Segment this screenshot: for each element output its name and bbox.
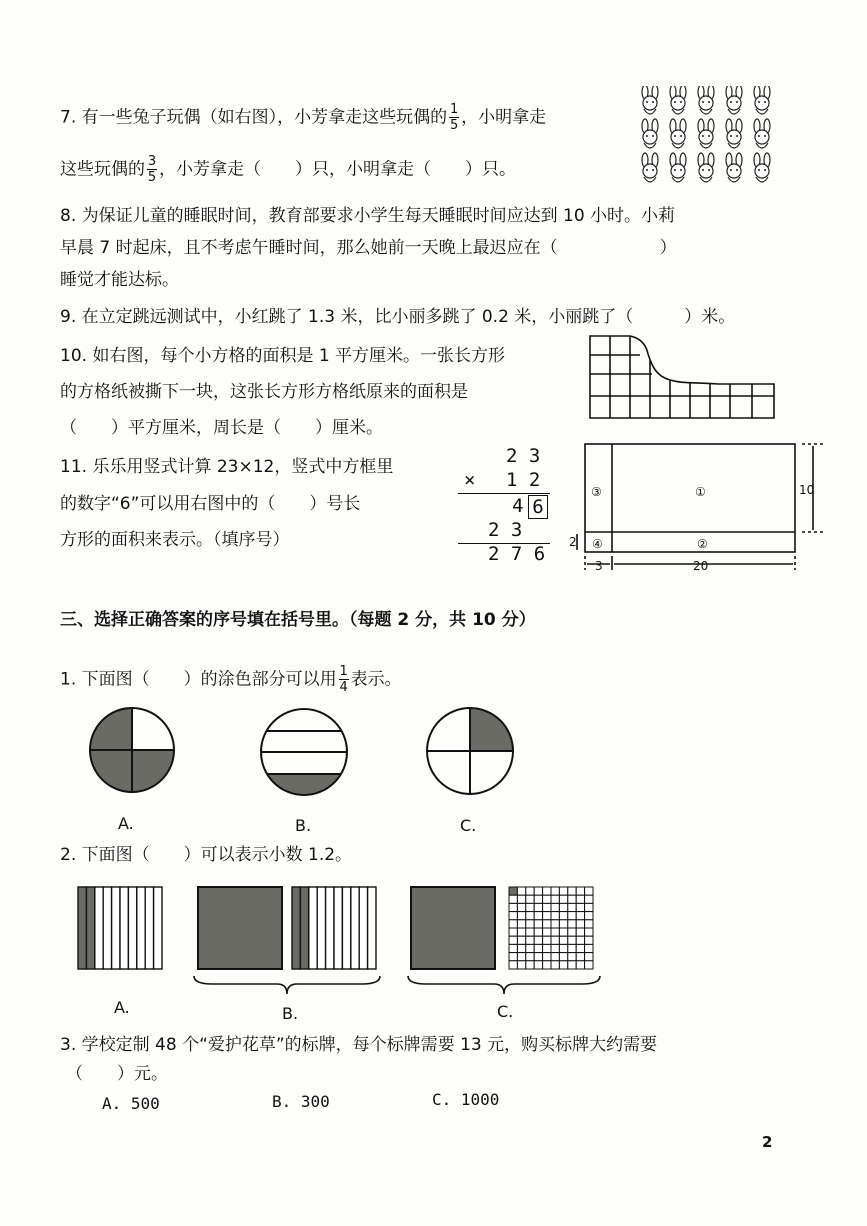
hundredth-cell	[517, 961, 525, 969]
hundredth-cell	[517, 928, 525, 936]
hundredth-cell	[543, 953, 551, 961]
q11-line2: 的数字“6”可以用右图中的（ ）号长	[60, 494, 361, 514]
hundredth-cell	[526, 903, 534, 911]
diagram-label-4: ④	[592, 537, 603, 551]
tenth-strip	[112, 887, 120, 969]
tenth-strip	[145, 887, 153, 969]
hundredth-cell	[559, 920, 567, 928]
hundredth-cell	[517, 944, 525, 952]
hundredth-cell	[534, 895, 542, 903]
diagram-label-1: ①	[695, 485, 706, 499]
mc1-figure-a	[86, 704, 178, 796]
hundredth-cell	[559, 928, 567, 936]
hundredth-cell	[534, 944, 542, 952]
q8-line1: 8. 为保证儿童的睡眠时间，教育部要求小学生每天睡眠时间应达到 10 小时。小莉	[60, 206, 676, 226]
section-3-title: 三、选择正确答案的序号填在括号里。（每题 2 分，共 10 分）	[60, 610, 536, 630]
hundredth-cell	[543, 944, 551, 952]
rabbit-doll-icon	[698, 119, 714, 148]
hundredth-cell	[568, 912, 576, 920]
mc1-figure-c	[423, 704, 517, 798]
q8-line3: 睡觉才能达标。	[60, 270, 179, 290]
brace-c	[406, 974, 602, 998]
hundredth-cell	[585, 928, 593, 936]
tenth-strip	[326, 887, 334, 969]
tenth-strip	[95, 887, 103, 969]
hundredth-cell	[543, 961, 551, 969]
mc3-line1: 3. 学校定制 48 个“爱护花草”的标牌，每个标牌需要 13 元，购买标牌大约需要	[60, 1035, 658, 1055]
tenth-strip	[78, 887, 86, 969]
hundredth-cell	[551, 895, 559, 903]
tenth-strip	[309, 887, 317, 969]
hundredth-cell	[559, 936, 567, 944]
hundredth-cell	[559, 895, 567, 903]
hundredth-cell	[585, 936, 593, 944]
hundredth-cell	[576, 903, 584, 911]
mc2-figure-a	[76, 885, 168, 971]
hundredth-cell	[551, 944, 559, 952]
brace-b	[192, 974, 382, 998]
mc1-text-1: 1. 下面图（ ）的涂色部分可以用	[60, 669, 337, 690]
mult-rule-1	[458, 493, 550, 494]
hundredth-cell	[509, 961, 517, 969]
hundredth-cell	[543, 928, 551, 936]
hundredth-cell	[526, 944, 534, 952]
rabbit-doll-icon	[754, 86, 770, 114]
fraction-three-fifths: $\frac{3}{5}$	[147, 154, 157, 185]
mult-row-4: 2 3	[488, 519, 523, 541]
tenth-strip	[368, 887, 376, 969]
hundredth-cell	[551, 920, 559, 928]
tenth-strip	[351, 887, 359, 969]
diagram-dim-3: 3	[595, 559, 603, 573]
q7-line1	[60, 103, 546, 132]
hundredth-cell	[509, 953, 517, 961]
diagram-dim-10: 10	[799, 483, 815, 497]
hundredth-cell	[509, 944, 517, 952]
hundredth-cell	[534, 928, 542, 936]
mc3-option-a[interactable]: A. 500	[102, 1094, 160, 1113]
hundredth-cell	[568, 928, 576, 936]
mc1-option-b[interactable]: B.	[295, 816, 312, 835]
hundredth-cell	[526, 887, 534, 895]
mult-row-2: 1 2	[506, 469, 541, 491]
hundredth-cell	[576, 920, 584, 928]
q7-text-2: ，小明拿走	[461, 107, 547, 128]
hundredth-cell	[543, 903, 551, 911]
hundredth-cell	[526, 895, 534, 903]
hundredth-cell	[551, 903, 559, 911]
hundredth-cell	[509, 912, 517, 920]
hundredth-cell	[576, 912, 584, 920]
hundredth-cell	[585, 953, 593, 961]
hundredth-cell	[509, 920, 517, 928]
hundredth-cell	[559, 887, 567, 895]
rabbit-doll-icon	[698, 153, 714, 182]
mc1-text-2: 表示。	[350, 669, 402, 690]
diagram-dim-20: 20	[693, 559, 709, 573]
hundredth-cell	[551, 912, 559, 920]
rabbit-doll-icon	[754, 119, 770, 148]
hundredth-cell	[526, 912, 534, 920]
hundredth-cell	[568, 895, 576, 903]
mult-row-1: 2 3	[506, 445, 541, 467]
hundredth-cell	[551, 936, 559, 944]
hundredth-cell	[585, 903, 593, 911]
hundredth-cell	[585, 944, 593, 952]
q10-line1: 10. 如右图，每个小方格的面积是 1 平方厘米。一张长方形	[60, 346, 506, 366]
hundredth-cell	[576, 953, 584, 961]
mc2-option-b[interactable]: B.	[282, 1004, 299, 1023]
tenth-strip	[292, 887, 300, 969]
hundredth-cell	[543, 887, 551, 895]
mc1-question	[60, 665, 402, 694]
rabbit-doll-icon	[726, 119, 742, 148]
tenth-strip	[334, 887, 342, 969]
hundredth-cell	[551, 961, 559, 969]
tenth-strip	[128, 887, 136, 969]
q7-text-3: 这些玩偶的	[60, 159, 145, 180]
diagram-dim-2: 2	[569, 535, 577, 549]
hundredth-cell	[568, 920, 576, 928]
mult-times-sign: ×	[464, 469, 476, 491]
hundredth-cell	[526, 928, 534, 936]
mc2-figure-b-square	[196, 885, 284, 971]
hundredth-cell	[576, 887, 584, 895]
hundredth-cell	[534, 936, 542, 944]
rabbit-doll-icon	[698, 86, 714, 114]
hundredth-cell	[568, 961, 576, 969]
hundredth-cell	[559, 912, 567, 920]
hundredth-cell	[509, 903, 517, 911]
tenth-strip	[154, 887, 162, 969]
tenth-strip	[86, 887, 94, 969]
hundredth-cell	[551, 887, 559, 895]
area-model-diagram	[565, 438, 825, 576]
rabbit-dolls-image	[636, 86, 780, 192]
mult-row-3-digit: 4	[512, 495, 524, 517]
hundredth-cell	[559, 961, 567, 969]
hundredth-cell	[517, 936, 525, 944]
hundredth-cell	[526, 961, 534, 969]
q9-line: 9. 在立定跳远测试中，小红跳了 1.3 米，比小丽多跳了 0.2 米，小丽跳了（ ）米。	[60, 307, 736, 327]
q11-line3: 方形的面积来表示。（填序号）	[60, 530, 290, 550]
q10-line3: （ ）平方厘米，周长是（ ）厘米。	[60, 418, 383, 438]
hundredth-cell	[559, 944, 567, 952]
hundredth-cell	[517, 920, 525, 928]
hundredth-cell	[509, 895, 517, 903]
rabbit-doll-icon	[726, 153, 742, 182]
hundredth-cell	[534, 953, 542, 961]
hundredth-cell	[526, 920, 534, 928]
q11-line1: 11. 乐乐用竖式计算 23×12，竖式中方框里	[60, 457, 394, 477]
mc2-figure-c-square	[409, 885, 497, 971]
hundredth-cell	[517, 895, 525, 903]
mc2-figure-b-strips	[290, 885, 378, 971]
fraction-one-fifth: $\frac{1}{5}$	[449, 102, 459, 133]
rabbit-doll-icon	[642, 86, 658, 114]
hundredth-cell	[517, 903, 525, 911]
mult-result: 2 7 6	[488, 543, 546, 565]
torn-grid-paper-figure	[588, 334, 778, 422]
rabbit-doll-icon	[642, 153, 658, 182]
hundredth-cell	[543, 895, 551, 903]
mc3-line2: （ ）元。	[66, 1064, 168, 1084]
hundredth-cell	[585, 895, 593, 903]
hundredth-cell	[534, 903, 542, 911]
hundredth-cell	[534, 920, 542, 928]
hundredth-cell	[568, 953, 576, 961]
hundredth-cell	[534, 912, 542, 920]
mc2-figure-c-grid	[507, 885, 597, 971]
hundredth-cell	[517, 912, 525, 920]
hundredth-cell	[576, 928, 584, 936]
hundredth-cell	[509, 936, 517, 944]
hundredth-cell	[585, 961, 593, 969]
q10-line2: 的方格纸被撕下一块，这张长方形方格纸原来的面积是	[60, 382, 468, 402]
diagram-label-3: ③	[591, 485, 602, 499]
hundredth-cell	[576, 944, 584, 952]
mc3-option-b[interactable]: B. 300	[272, 1092, 330, 1111]
hundredth-cell	[559, 903, 567, 911]
mult-boxed-digit: 6	[528, 495, 548, 519]
rabbit-doll-icon	[670, 119, 686, 148]
mc2-option-c[interactable]: C.	[497, 1002, 514, 1021]
rabbit-doll-icon	[726, 86, 742, 114]
hundredth-cell	[585, 920, 593, 928]
diagram-label-2: ②	[697, 537, 708, 551]
hundredth-cell	[517, 953, 525, 961]
rabbit-doll-icon	[670, 153, 686, 182]
hundredth-cell	[534, 961, 542, 969]
tenth-strip	[342, 887, 350, 969]
mc2-question: 2. 下面图（ ）可以表示小数 1.2。	[60, 845, 353, 865]
hundredth-cell	[543, 936, 551, 944]
page-number: 2	[762, 1133, 773, 1151]
hundredth-cell	[559, 953, 567, 961]
hundredth-cell	[576, 895, 584, 903]
tenth-strip	[137, 887, 145, 969]
rabbit-doll-icon	[670, 86, 686, 114]
q7-text-1: 7. 有一些兔子玩偶（如右图），小芳拿走这些玩偶的	[60, 107, 448, 128]
tenth-strip	[300, 887, 308, 969]
rabbit-doll-icon	[754, 153, 770, 182]
hundredth-cell	[551, 953, 559, 961]
tenth-strip	[317, 887, 325, 969]
hundredth-cell	[526, 936, 534, 944]
hundredth-cell	[509, 887, 517, 895]
vertical-multiplication	[452, 445, 552, 565]
hundredth-cell	[576, 961, 584, 969]
hundredth-cell	[534, 887, 542, 895]
tenth-strip	[120, 887, 128, 969]
mc2-option-a[interactable]: A.	[114, 998, 130, 1017]
tenth-strip	[359, 887, 367, 969]
hundredth-cell	[551, 928, 559, 936]
mc1-option-a[interactable]: A.	[118, 814, 134, 833]
hundredth-cell	[543, 912, 551, 920]
mc1-option-c[interactable]: C.	[460, 816, 477, 835]
mc1-figure-b	[256, 704, 352, 800]
tenth-strip	[103, 887, 111, 969]
q8-line2: 早晨 7 时起床，且不考虑午睡时间，那么她前一天晚上最迟应在（ ）	[60, 238, 677, 258]
hundredth-cell	[568, 887, 576, 895]
hundredth-cell	[517, 887, 525, 895]
rabbit-doll-icon	[642, 119, 658, 148]
q7-text-4: ，小芳拿走（ ）只，小明拿走（ ）只。	[159, 159, 516, 180]
hundredth-cell	[568, 936, 576, 944]
hundredth-cell	[543, 920, 551, 928]
hundredth-cell	[585, 887, 593, 895]
hundredth-cell	[526, 953, 534, 961]
hundredth-cell	[576, 936, 584, 944]
hundredth-cell	[585, 912, 593, 920]
hundredth-cell	[568, 944, 576, 952]
hundredth-cell	[509, 928, 517, 936]
hundredth-cell	[568, 903, 576, 911]
mc3-option-c[interactable]: C. 1000	[432, 1090, 500, 1109]
q7-line2	[60, 155, 516, 184]
fraction-one-quarter: $\frac{1}{4}$	[339, 664, 348, 695]
